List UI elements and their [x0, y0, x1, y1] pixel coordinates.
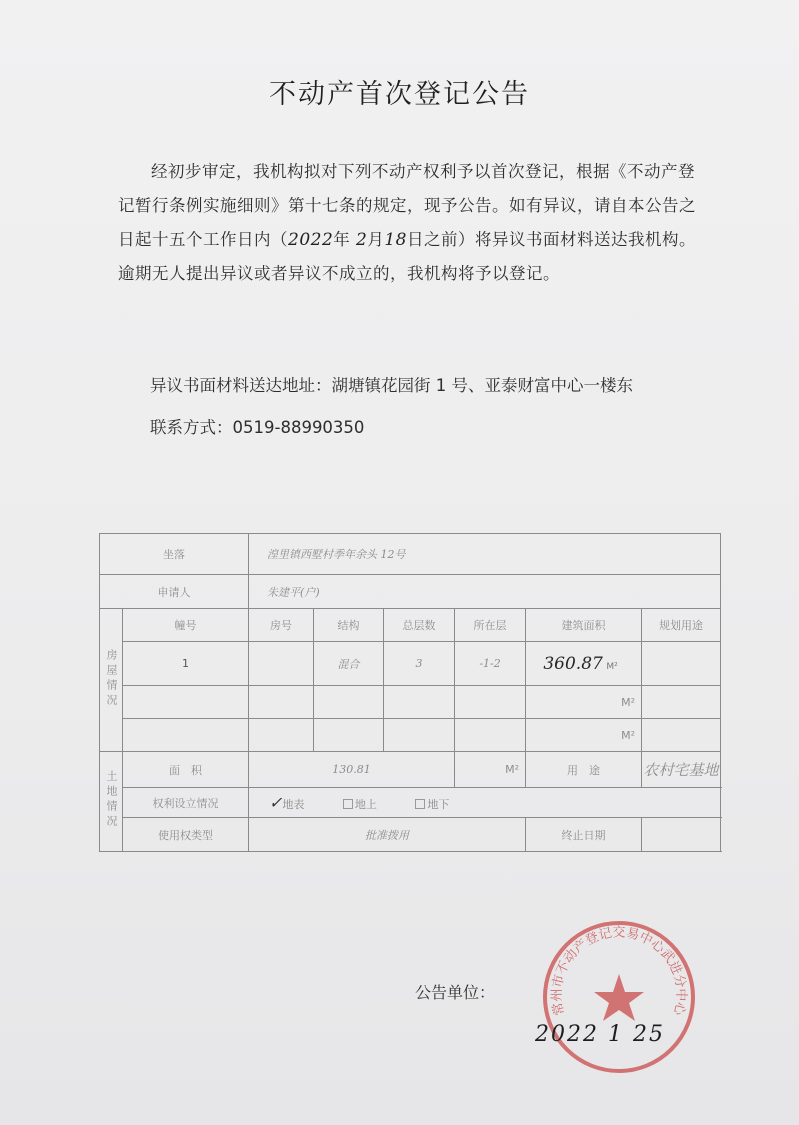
planned-use-value: [642, 642, 721, 686]
objection-address: 异议书面材料送达地址：湖塘镇花园街 1 号、亚泰财富中心一楼东: [150, 376, 633, 395]
notice-paragraph: [118, 155, 698, 291]
handwritten-date: 2022 1 25: [535, 1022, 665, 1047]
house-row-2: [100, 686, 721, 719]
land-use-value: 农村宅基地: [642, 752, 721, 788]
registration-table: [99, 533, 721, 852]
deadline-year: 2022: [288, 230, 334, 250]
situated-label: 坐落: [100, 534, 249, 575]
land-section-label: 土地情况: [100, 752, 123, 852]
option-surface[interactable]: ✓地表: [269, 793, 305, 812]
right-setup-label: 权利设立情况: [123, 788, 249, 818]
building-no-value: 1: [123, 642, 249, 686]
contact-info: 联系方式：0519-88990350: [150, 418, 365, 437]
option-above[interactable]: 地上: [343, 798, 377, 811]
col-planned-use: 规划用途: [642, 609, 721, 642]
right-type-row: [100, 818, 721, 852]
deadline-month: 2: [356, 230, 368, 250]
year-unit: 年: [333, 230, 351, 249]
floor-value: -1-2: [455, 642, 526, 686]
land-area-unit: M²: [455, 752, 526, 788]
land-area-value: 130.81: [249, 752, 455, 788]
area-value-cell: [526, 642, 642, 686]
right-setup-row: [100, 788, 721, 818]
paragraph-rest: 将异议书面材料送达我机构。逾期无人提出异议或者异议不成立的，我机构将予以登记。: [118, 230, 696, 283]
checkbox-icon: [415, 799, 425, 809]
area-unit-2: M²: [526, 686, 642, 719]
col-building-no: 幢号: [123, 609, 249, 642]
room-no-value: [249, 642, 314, 686]
announcer-label: 公告单位：: [415, 983, 496, 1002]
land-area-label: 面 积: [123, 752, 249, 788]
col-floor: 所在层: [455, 609, 526, 642]
area-unit-3: M²: [526, 719, 642, 752]
seal-star-icon: [594, 974, 644, 1021]
situated-row: [100, 534, 721, 575]
month-unit: 月: [367, 230, 385, 249]
end-date-label: 终止日期: [526, 818, 642, 852]
area-value: 360.87: [543, 653, 603, 674]
right-type-label: 使用权类型: [123, 818, 249, 852]
paragraph-intro: 经初步审定，我机构拟对下列不动产权利予以首次登记，根据《不动产登记暂行条例实施细则》第十七条的规定，现予公告。如有异议，请自本公告之日起十五个工作日内（: [118, 162, 696, 249]
option-below[interactable]: 地下: [415, 798, 449, 811]
house-section-label: 房屋情况: [100, 609, 123, 752]
day-unit: 日之前）: [406, 230, 475, 249]
col-area: 建筑面积: [526, 609, 642, 642]
col-structure: 结构: [314, 609, 384, 642]
right-options: [249, 788, 721, 818]
situated-value: 湟里镇西墅村季年余头 12号: [249, 534, 721, 575]
right-type-value: 批准拨用: [249, 818, 526, 852]
applicant-label: 申请人: [100, 575, 249, 609]
structure-value: 混合: [314, 642, 384, 686]
seal-text: 常州市不动产登记交易中心武进分中心: [549, 925, 689, 1017]
area-unit: M²: [606, 661, 618, 672]
house-row-1: [100, 642, 721, 686]
end-date-value: [642, 818, 721, 852]
checkbox-icon: [343, 799, 353, 809]
col-room-no: 房号: [249, 609, 314, 642]
official-seal: [540, 918, 698, 1076]
document-title: 不动产首次登记公告: [269, 79, 530, 110]
applicant-value: 朱建平(户): [249, 575, 721, 609]
land-use-label: 用 途: [526, 752, 642, 788]
col-total-floors: 总层数: [384, 609, 455, 642]
check-mark-icon: ✓: [269, 793, 283, 812]
house-header-row: [100, 609, 721, 642]
total-floors-value: 3: [384, 642, 455, 686]
deadline-day: 18: [384, 230, 407, 250]
applicant-row: [100, 575, 721, 609]
house-row-3: [100, 719, 721, 752]
land-area-row: [100, 752, 721, 788]
